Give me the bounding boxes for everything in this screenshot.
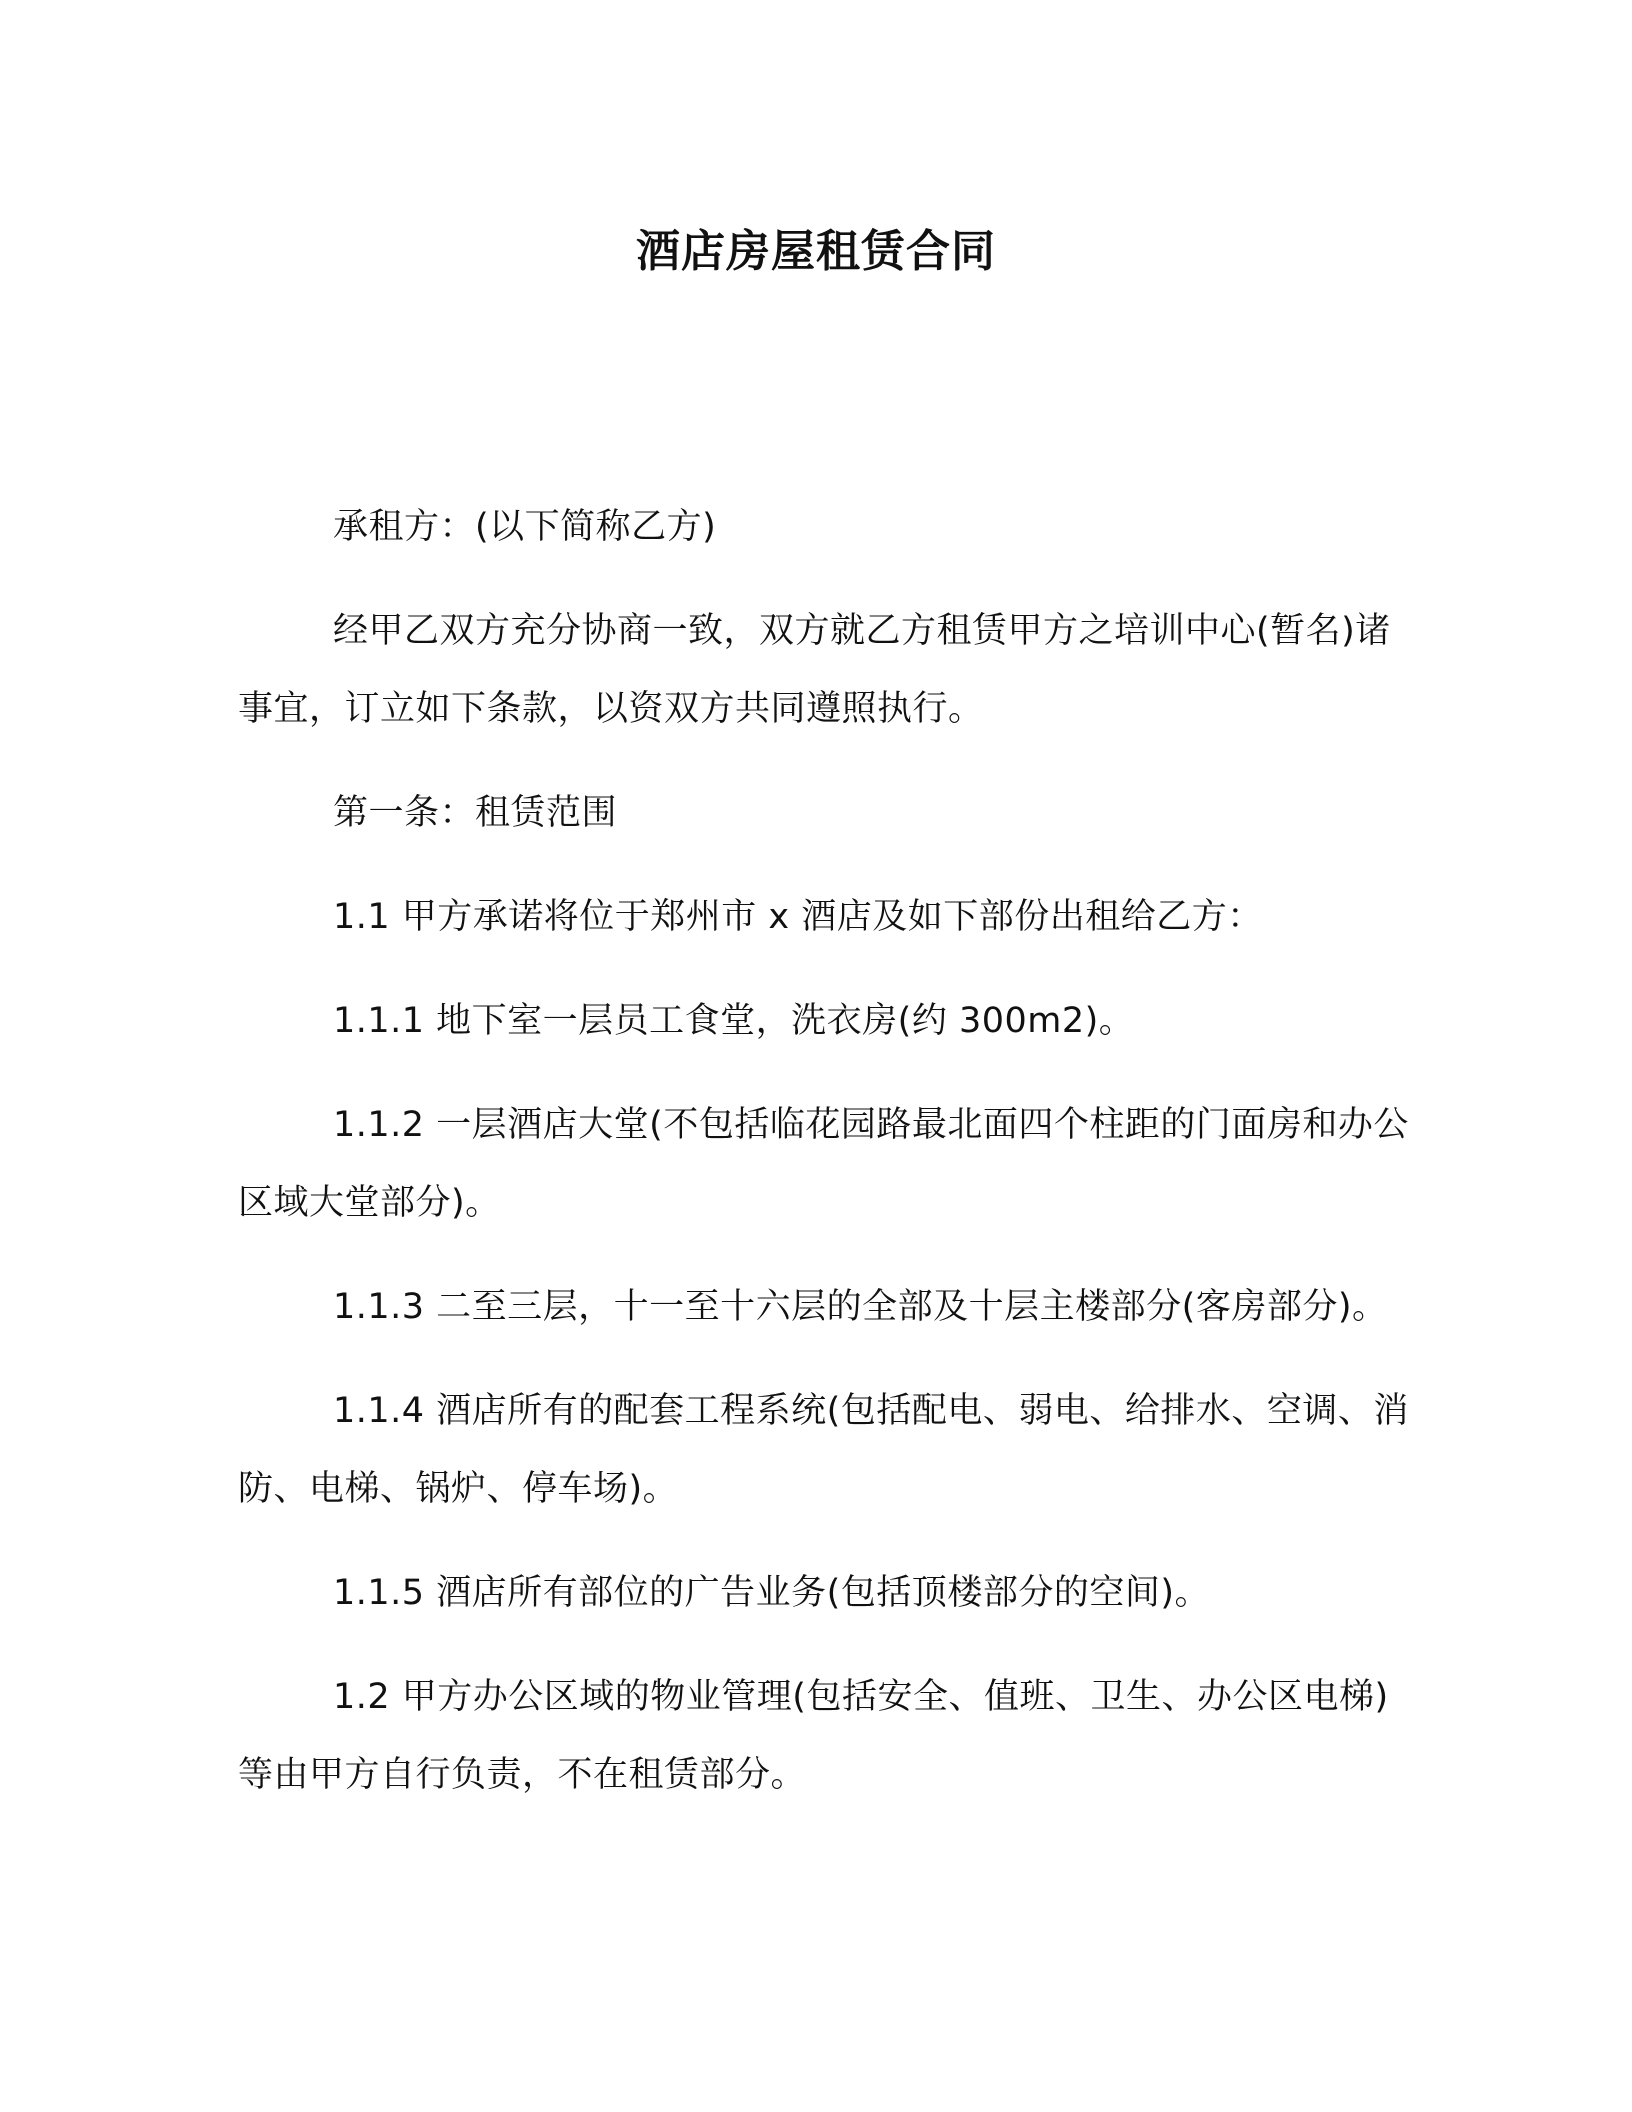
clause-1-2: 1.2 甲方办公区域的物业管理(包括安全、值班、卫生、办公区电梯)等由甲方自行负责，不在租赁部分。 <box>238 1677 1389 1795</box>
clause-1-1: 1.1 甲方承诺将位于郑州市 x 酒店及如下部份出租给乙方： <box>333 897 1263 937</box>
clause-1-1-1: 1.1.1 地下室一层员工食堂，洗衣房(约 300m2)。 <box>333 1001 1135 1041</box>
clause-1-1-5: 1.1.5 酒店所有部位的广告业务(包括顶楼部分的空间)。 <box>333 1573 1210 1613</box>
preamble-paragraph: 经甲乙双方充分协商一致，双方就乙方租赁甲方之培训中心(暂名)诸事宜，订立如下条款，以资双方共同遵照执行。 <box>238 611 1391 729</box>
article-1-heading: 第一条：租赁范围 <box>333 793 618 833</box>
document-title: 酒店房屋租赁合同 <box>636 226 996 277</box>
lessee-line: 承租方：(以下简称乙方) <box>333 507 717 547</box>
document-body <box>238 488 1418 1840</box>
clause-1-1-4: 1.1.4 酒店所有的配套工程系统(包括配电、弱电、给排水、空调、消防、电梯、锅炉、停车场)。 <box>238 1391 1409 1509</box>
clause-1-1-3: 1.1.3 二至三层，十一至十六层的全部及十层主楼部分(客房部分)。 <box>333 1287 1388 1327</box>
clause-1-1-2: 1.1.2 一层酒店大堂(不包括临花园路最北面四个柱距的门面房和办公区域大堂部分)。 <box>238 1105 1409 1223</box>
